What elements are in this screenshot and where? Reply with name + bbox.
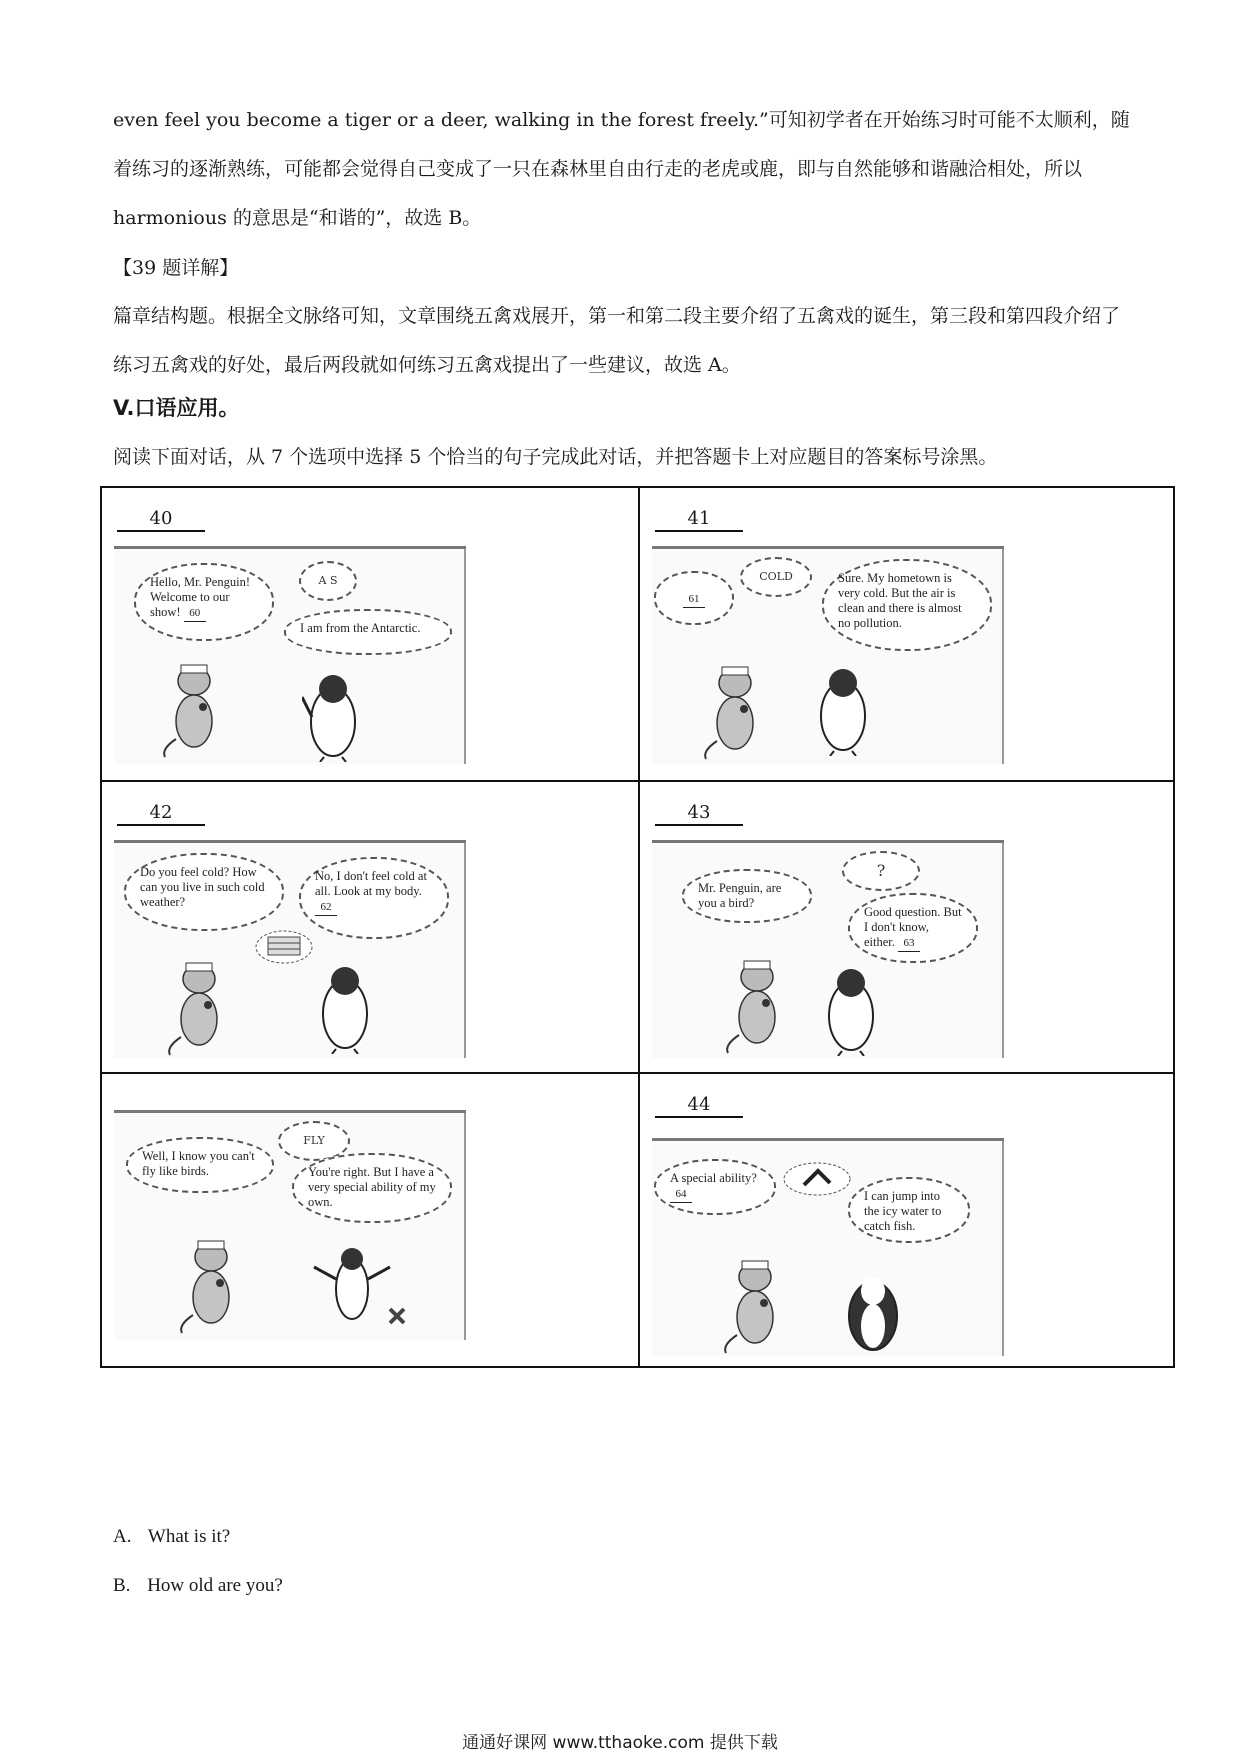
comic-panel-41	[640, 488, 1176, 780]
comic-grid	[100, 486, 1175, 1368]
question-39-heading: 【39 题详解】	[113, 257, 239, 279]
thought-bubble: COLD	[740, 557, 812, 597]
speech-bubble: I am from the Antarctic.	[284, 609, 452, 655]
option-label: B.	[113, 1575, 131, 1596]
diving-penguin-thought-icon	[782, 1161, 852, 1197]
comic-image	[114, 840, 466, 1058]
speech-bubble: Mr. Penguin, are you a bird?	[682, 869, 812, 923]
bubble-text: Good question. But I don't know, either.	[864, 905, 962, 949]
penguin-guest-icon	[842, 1261, 904, 1356]
kangaroo-host-icon	[176, 1235, 246, 1335]
kangaroo-host-icon	[720, 1255, 790, 1355]
option-b	[113, 1575, 283, 1597]
comic-image	[652, 840, 1004, 1058]
comic-panel-42	[102, 782, 638, 1074]
bubble-text: A special ability?	[670, 1171, 757, 1185]
answer-blank: 64	[670, 1187, 692, 1203]
speech-bubble	[654, 571, 734, 625]
explanation-paragraph: even feel you become a tiger or a deer, walking in the forest freely.”可知初学者在开始练习时可能不太顺利，随着练习的逐渐熟练，可能都会觉得自己变成了一只在森林里自由行走的老虎或鹿，即与自然能够和谐融洽相处，所以 harmonious 的意思是“和谐的”，故选 B。	[113, 109, 1130, 229]
section-heading: V.口语应用。	[113, 396, 240, 420]
comic-panel-43	[640, 782, 1176, 1074]
question-number: 44	[655, 1094, 743, 1118]
question-number: 42	[117, 802, 205, 826]
penguin-guest-icon	[302, 667, 364, 762]
speech-bubble	[134, 563, 274, 641]
comic-panel-44	[640, 1074, 1176, 1366]
comic-image	[114, 1110, 466, 1340]
question-39-explanation: 篇章结构题。根据全文脉络可知，文章围绕五禽戏展开，第一和第二段主要介绍了五禽戏的诞生，第三段和第四段介绍了练习五禽戏的好处，最后两段就如何练习五禽戏提出了一些建议，故选 A。	[113, 305, 1121, 376]
penguin-guest-icon	[812, 661, 874, 756]
penguin-guest-icon	[820, 961, 882, 1056]
question-number: 40	[117, 508, 205, 532]
speech-bubble	[654, 1159, 776, 1215]
speech-bubble: I can jump into the icy water to catch fish.	[848, 1177, 970, 1243]
comic-panel-unnumbered	[102, 1074, 638, 1366]
penguin-guest-icon	[314, 959, 376, 1054]
answer-blank: 63	[898, 936, 920, 952]
comic-panel-40	[102, 488, 638, 780]
option-text: What is it?	[147, 1526, 231, 1547]
question-number: 43	[655, 802, 743, 826]
speech-bubble	[299, 857, 449, 939]
thought-bubble: A S	[299, 561, 357, 601]
comic-image	[652, 546, 1004, 764]
ice-layers-icon	[254, 929, 314, 965]
thought-bubble: ?	[842, 851, 920, 891]
speech-bubble	[848, 893, 978, 963]
bubble-text: Hello, Mr. Penguin! Welcome to our show!	[150, 575, 250, 619]
option-label: A.	[113, 1526, 132, 1547]
answer-blank: 61	[683, 592, 705, 608]
speech-bubble: Sure. My hometown is very cold. But the air is clean and there is almost no pollution.	[822, 559, 992, 651]
kangaroo-host-icon	[700, 661, 770, 761]
section-instruction: 阅读下面对话，从 7 个选项中选择 5 个恰当的句子完成此对话，并把答题卡上对应题目的答案标号涂黑。	[113, 446, 998, 468]
comic-image	[652, 1138, 1004, 1356]
speech-bubble: You're right. But I have a very special ability of my own.	[292, 1153, 452, 1223]
question-number: 41	[655, 508, 743, 532]
answer-blank: 62	[315, 900, 337, 916]
comic-image	[114, 546, 466, 764]
page-footer: 通通好课网 www.tthaoke.com 提供下载	[462, 1733, 778, 1753]
bubble-text: No, I don't feel cold at all. Look at my body.	[315, 869, 427, 898]
thought-bubble: FLY	[278, 1121, 350, 1161]
kangaroo-host-icon	[164, 957, 234, 1057]
speech-bubble: Do you feel cold? How can you live in such cold weather?	[124, 853, 284, 931]
penguin-flapping-icon	[310, 1239, 410, 1329]
option-text: How old are you?	[147, 1575, 283, 1596]
answer-blank: 60	[184, 606, 206, 622]
option-a	[113, 1526, 230, 1548]
speech-bubble: Well, I know you can't fly like birds.	[126, 1137, 274, 1193]
kangaroo-host-icon	[722, 955, 792, 1055]
kangaroo-host-icon	[159, 659, 229, 759]
